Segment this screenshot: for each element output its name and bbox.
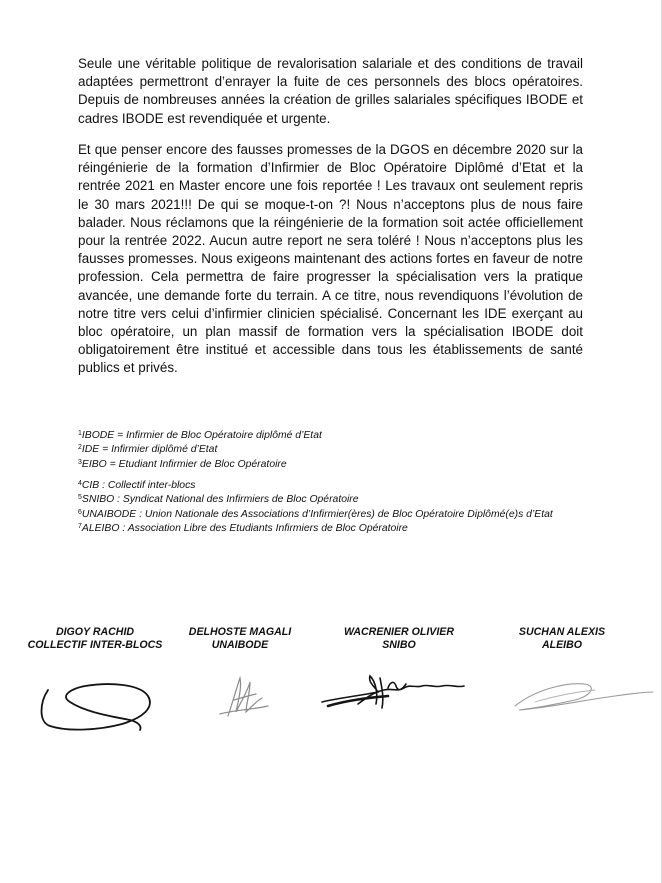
footnote-text: EIBO = Etudiant Infirmier de Bloc Opératoire xyxy=(81,458,287,470)
signatory-name: DELHOSTE MAGALI xyxy=(188,626,292,638)
signatory-organization: COLLECTIF INTER-BLOCS xyxy=(27,639,163,651)
signatory-name: WACRENIER OLIVIER xyxy=(343,626,455,638)
signature-digoy xyxy=(30,672,165,734)
footnote xyxy=(78,457,583,471)
footnote xyxy=(78,521,583,535)
paragraph-reform xyxy=(78,141,583,378)
signatory-suchan xyxy=(497,626,627,652)
footnote xyxy=(78,442,583,456)
footnote-number: 2 xyxy=(78,444,82,452)
signatory-digoy xyxy=(20,626,170,652)
signature-wacrenier xyxy=(318,668,468,714)
signatory-name: DIGOY RACHID xyxy=(55,626,135,638)
footnote-text: IDE = Infirmier diplômé d’Etat xyxy=(81,444,218,456)
footnote xyxy=(78,428,583,442)
footnote-number: 1 xyxy=(78,430,82,437)
footnote-text: ALEIBO : Association Libre des Etudiants Infirmiers de Bloc Opératoire xyxy=(81,522,408,534)
signatory-name: SUCHAN ALEXIS xyxy=(518,626,606,638)
footnotes-group-1 xyxy=(78,428,583,471)
signatory-wacrenier xyxy=(330,626,468,652)
signatory-organization: UNAIBODE xyxy=(211,639,269,651)
footnote xyxy=(78,478,583,492)
paragraph-text: Et que penser encore des fausses promesses de la DGOS en décembre 2020 sur la réingénierie de la formation d’Infirmier de Bloc Opératoire Diplômé d’Etat et la rentrée 2021 en Master encore une fois reportée ! Les travaux ont seulement repris le 30 mars 2021!!! De qui se moque-t-on ?! Nous n’acceptons plus de nous faire balader. Nous réclamons que la réingénierie de la formation soit actée officiellement pour la rentrée 2022. Aucun autre report ne sera toléré ! Nous n’acceptons plus les fausses promesses. Nous exigeons maintenant des actions fortes en faveur de notre profession. Cela permettra de faire progresser la spécialisation vers la pratique avancée, une demande forte du terrain. A ce titre, nous revendiquons l’évolution de notre titre vers celui d’infirmier clinicien spécialisé. Concernant les IDE exerçant au bloc opératoire, un plan massif de formation vers la spécialisation IBODE doit obligatoirement être institué et accessible dans tous les établissements de santé publics et privés. xyxy=(78,142,583,376)
footnote xyxy=(78,507,583,521)
signature-suchan xyxy=(505,670,655,716)
footnote-text: CIB : Collectif inter-blocs xyxy=(81,480,196,491)
footnote-text: IBODE = Infirmier de Bloc Opératoire diplômé d’Etat xyxy=(81,430,322,441)
footnote-text: UNAIBODE : Union Nationale des Associations d’Infirmier(ères) de Bloc Opératoire Diplômé(e)s d’Etat xyxy=(81,508,553,520)
footnote xyxy=(78,492,583,506)
paragraph-salary xyxy=(78,55,583,128)
signatory-organization: SNIBO xyxy=(382,639,416,651)
footnote-number: 4 xyxy=(78,480,82,487)
paragraph-text: Seule une véritable politique de revalorisation salariale et des conditions de travail adaptées permettront d’enrayer la fuite de ces personnels des blocs opératoires. Depuis de nombreuses années la création de grilles salariales spécifiques IBODE et cadres IBODE est revendiquée et urgente. xyxy=(78,56,583,126)
footnote-text: SNIBO : Syndicat National des Infirmiers de Bloc Opératoire xyxy=(81,494,359,506)
footnotes-group-2 xyxy=(78,478,583,535)
footnote-number: 6 xyxy=(78,508,82,516)
footnote-number: 5 xyxy=(78,494,82,502)
signatory-delhoste xyxy=(178,626,302,652)
signatory-organization: ALEIBO xyxy=(541,639,583,651)
footnote-number: 7 xyxy=(78,522,82,530)
footnote-number: 3 xyxy=(78,458,82,466)
signature-delhoste xyxy=(214,670,274,722)
